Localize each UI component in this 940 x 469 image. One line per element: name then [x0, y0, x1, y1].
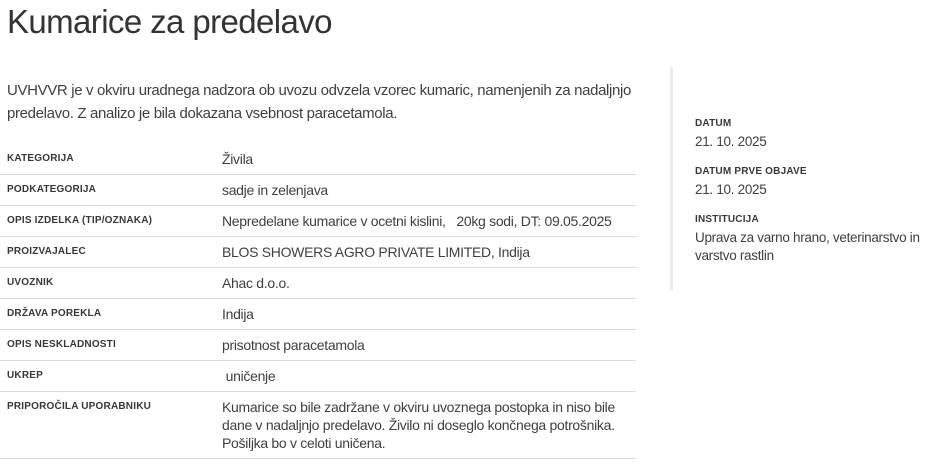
row-value: Živila — [222, 151, 253, 167]
row-value: BLOS SHOWERS AGRO PRIVATE LIMITED, Indija — [222, 244, 530, 260]
table-row — [0, 330, 636, 361]
row-label: UKREP — [7, 370, 44, 381]
row-value: Ahac d.o.o. — [222, 275, 290, 291]
table-row — [0, 175, 636, 206]
sidebar-group — [695, 166, 932, 199]
row-label: UVOZNIK — [7, 277, 54, 288]
sidebar-group-label: DATUM PRVE OBJAVE — [695, 166, 807, 177]
page-title: Kumarice za predelavo — [7, 3, 332, 40]
table-row — [0, 268, 636, 299]
row-value: Kumarice so bile zadržane v okviru uvoznega postopka in niso bile dane v nadaljnjo predelavo. Živilo ni doseglo končnega potrošnika. Pošiljka bo v celoti uničena. — [222, 399, 619, 451]
sidebar-group-label: DATUM — [695, 118, 732, 129]
meta-sidebar — [670, 67, 932, 290]
row-label: PROIZVAJALEC — [7, 246, 86, 257]
table-row — [0, 361, 636, 392]
details-table — [0, 144, 636, 459]
table-row — [0, 206, 636, 237]
row-label: KATEGORIJA — [7, 153, 74, 164]
row-label: PODKATEGORIJA — [7, 184, 97, 195]
sidebar-group — [695, 118, 932, 151]
row-value: Nepredelane kumarice v ocetni kislini, 20kg sodi, DT: 09.05.2025 — [222, 213, 612, 229]
row-label: OPIS NESKLADNOSTI — [7, 339, 116, 350]
table-row — [0, 392, 636, 459]
sidebar-group — [695, 214, 932, 265]
table-row — [0, 237, 636, 268]
row-label: PRIPOROČILA UPORABNIKU — [7, 401, 152, 412]
row-value: Indija — [222, 306, 254, 322]
row-value: sadje in zelenjava — [222, 182, 328, 198]
table-row — [0, 144, 636, 175]
row-label: DRŽAVA POREKLA — [7, 308, 102, 319]
sidebar-group-value: 21. 10. 2025 — [695, 134, 767, 149]
table-row — [0, 299, 636, 330]
row-label: OPIS IZDELKA (TIP/OZNAKA) — [7, 215, 153, 226]
row-value: prisotnost paracetamola — [222, 337, 365, 353]
sidebar-group-label: INSTITUCIJA — [695, 214, 759, 225]
sidebar-group-value: Uprava za varno hrano, veterinarstvo in varstvo rastlin — [695, 230, 920, 263]
row-value: uničenje — [222, 368, 276, 384]
intro-paragraph: UVHVVR je v okviru uradnega nadzora ob uvozu odvzela vzorec kumaric, namenjenih za nadaljnjo predelavo. Z analizo je bila dokazana vsebnost paracetamola. — [7, 82, 631, 122]
sidebar-group-value: 21. 10. 2025 — [695, 182, 767, 197]
